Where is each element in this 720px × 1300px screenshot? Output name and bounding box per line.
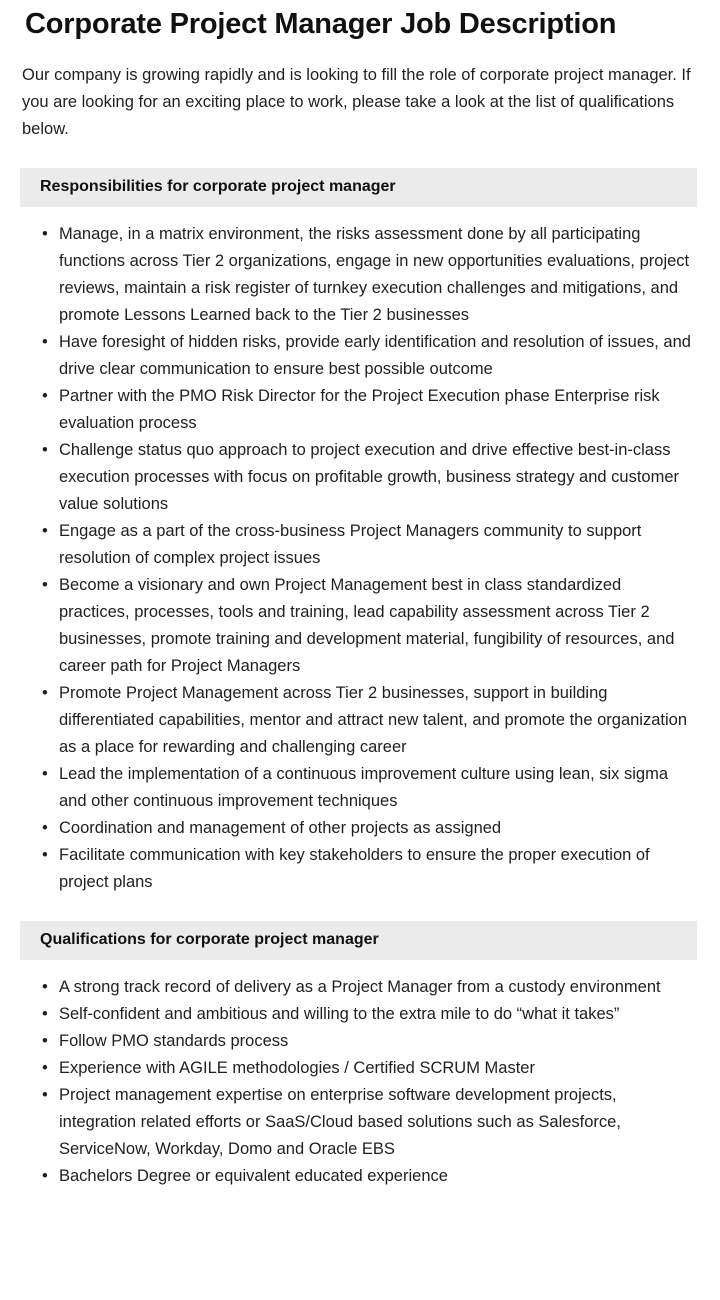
list-item-text: Lead the implementation of a continuous improvement culture using lean, six sigma and other continuous improvement techniques — [59, 765, 669, 810]
list-item — [0, 1082, 696, 1163]
bullet-icon: • — [42, 441, 48, 459]
bullet-icon: • — [42, 1032, 48, 1050]
list-item-text: Facilitate communication with key stakeholders to ensure the proper execution of project plans — [59, 846, 650, 891]
list-item-text: Challenge status quo approach to project execution and drive effective best-in-class execution processes with focus on profitable growth, business strategy and customer value solutions — [59, 441, 679, 513]
list-item-text: Have foresight of hidden risks, provide early identification and resolution of issues, and drive clear communication to ensure best possible outcome — [59, 333, 691, 378]
bullet-icon: • — [42, 1005, 48, 1023]
list-item — [0, 572, 696, 680]
section-heading-responsibilities: Responsibilities for corporate project manager — [20, 168, 697, 207]
bullet-icon: • — [42, 819, 48, 837]
list-item-text: Bachelors Degree or equivalent educated experience — [59, 1167, 448, 1185]
list-item — [0, 842, 696, 896]
list-item-text: Experience with AGILE methodologies / Certified SCRUM Master — [59, 1059, 535, 1077]
bullet-icon: • — [42, 522, 48, 540]
bullet-icon: • — [42, 1086, 48, 1104]
bullet-icon: • — [42, 576, 48, 594]
bullet-icon: • — [42, 1167, 48, 1185]
list-item-text: Manage, in a matrix environment, the risks assessment done by all participating functions across Tier 2 organizations, engage in new opportunities evaluations, project reviews, maintain a risk register of turnkey execution challenges and mitigations, and promote Lessons Learned back to the Tier 2 businesses — [59, 225, 690, 324]
page-title: Corporate Project Manager Job Description — [25, 8, 617, 40]
list-item — [0, 221, 696, 329]
list-item — [0, 761, 696, 815]
list-item-text: Self-confident and ambitious and willing to the extra mile to do “what it takes” — [59, 1005, 620, 1023]
bottom-spacer — [0, 1190, 720, 1214]
list-item-text: Become a visionary and own Project Management best in class standardized practices, processes, tools and training, lead capability assessment across Tier 2 businesses, promote training and development material, fungibility of resources, and career path for Project Managers — [59, 576, 675, 675]
responsibilities-list — [0, 207, 720, 896]
list-item — [0, 1055, 696, 1082]
list-item-text: Follow PMO standards process — [59, 1032, 289, 1050]
list-item-text: Promote Project Management across Tier 2 businesses, support in building differentiated capabilities, mentor and attract new talent, and promote the organization as a place for rewarding and challenging career — [59, 684, 687, 756]
list-item — [0, 1028, 696, 1055]
section-heading-qualifications: Qualifications for corporate project manager — [20, 921, 697, 960]
list-item-text: Engage as a part of the cross-business Project Managers community to support resolution of complex project issues — [59, 522, 642, 567]
list-item — [0, 383, 696, 437]
list-item-text: Project management expertise on enterprise software development projects, integration related efforts or SaaS/Cloud based solutions such as Salesforce, ServiceNow, Workday, Domo and Oracle EBS — [59, 1086, 621, 1158]
bullet-icon: • — [42, 333, 48, 351]
section-responsibilities — [0, 168, 720, 896]
list-item — [0, 815, 696, 842]
list-item — [0, 437, 696, 518]
intro-paragraph: Our company is growing rapidly and is looking to fill the role of corporate project manager. If you are looking for an exciting place to work, please take a look at the list of qualifications below. — [22, 66, 691, 138]
list-item — [0, 518, 696, 572]
bullet-icon: • — [42, 684, 48, 702]
list-item — [0, 329, 696, 383]
bullet-icon: • — [42, 765, 48, 783]
qualifications-list — [0, 960, 720, 1190]
bullet-icon: • — [42, 978, 48, 996]
bullet-icon: • — [42, 225, 48, 243]
bullet-icon: • — [42, 387, 48, 405]
list-item-text: Coordination and management of other projects as assigned — [59, 819, 502, 837]
list-item-text: Partner with the PMO Risk Director for the Project Execution phase Enterprise risk evaluation process — [59, 387, 660, 432]
section-qualifications — [0, 921, 720, 1190]
list-item-text: A strong track record of delivery as a Project Manager from a custody environment — [59, 978, 661, 996]
list-item — [0, 680, 696, 761]
bullet-icon: • — [42, 1059, 48, 1077]
list-item — [0, 1001, 696, 1028]
list-item — [0, 974, 696, 1001]
list-item — [0, 1163, 696, 1190]
bullet-icon: • — [42, 846, 48, 864]
